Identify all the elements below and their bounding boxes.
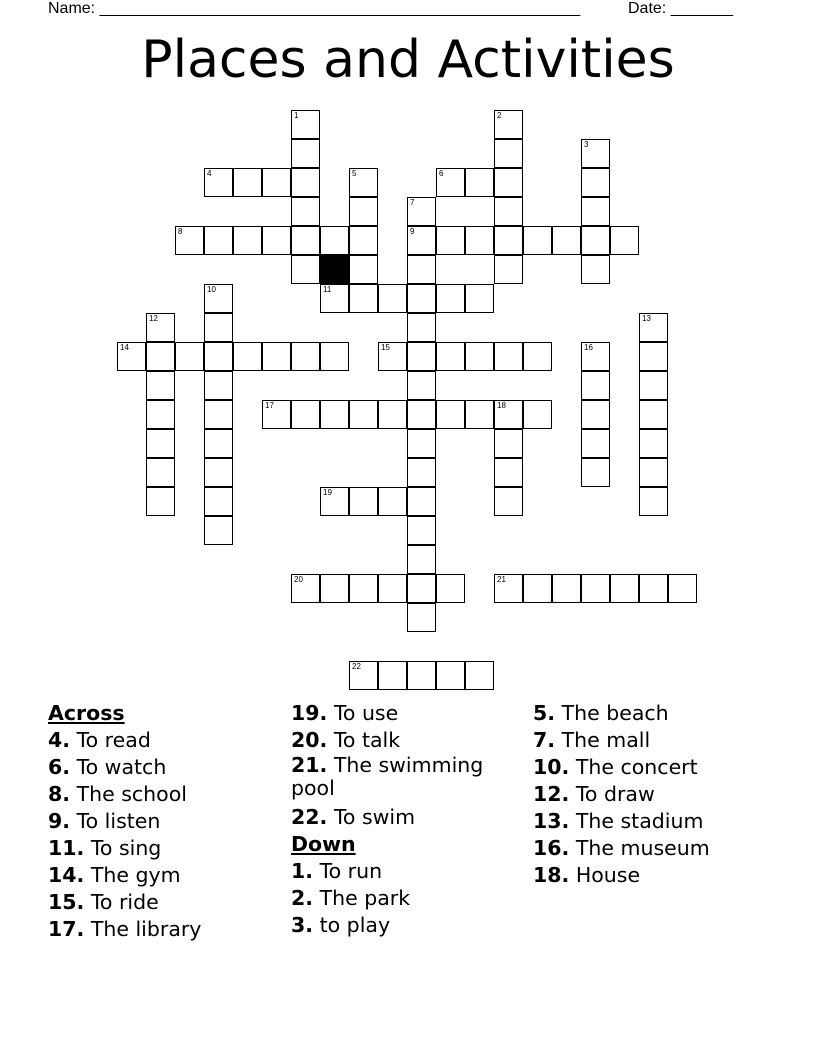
grid-cell[interactable]	[581, 255, 610, 284]
cell-number: 21	[497, 575, 506, 584]
grid-cell[interactable]	[639, 574, 668, 603]
grid-cell[interactable]	[639, 400, 668, 429]
grid-cell[interactable]	[523, 342, 552, 371]
clue-number: 10.	[533, 755, 570, 779]
down-clue-list-continued	[533, 700, 783, 889]
cell-number: 9	[410, 227, 415, 236]
clue-number: 12.	[533, 782, 570, 806]
grid-cell[interactable]	[639, 371, 668, 400]
cell-number: 13	[642, 314, 651, 323]
grid-cell[interactable]	[320, 342, 349, 371]
grid-cell[interactable]	[320, 400, 349, 429]
grid-cell[interactable]	[378, 661, 407, 690]
clue-number: 11.	[48, 836, 85, 860]
grid-cell[interactable]	[204, 429, 233, 458]
clue-item	[291, 912, 506, 939]
grid-cell[interactable]	[610, 226, 639, 255]
clue-text: The school	[70, 782, 187, 806]
grid-cell[interactable]	[610, 574, 639, 603]
grid-cell[interactable]	[349, 661, 378, 690]
grid-cell[interactable]	[204, 516, 233, 545]
grid-cell[interactable]	[581, 197, 610, 226]
clue-item	[533, 808, 783, 835]
grid-cell[interactable]	[436, 400, 465, 429]
grid-cell[interactable]	[407, 313, 436, 342]
cell-number: 3	[584, 140, 589, 149]
grid-cell[interactable]	[465, 661, 494, 690]
grid-cell[interactable]	[291, 400, 320, 429]
grid-cell[interactable]	[204, 313, 233, 342]
grid-cell[interactable]	[204, 487, 233, 516]
clue-item	[533, 835, 783, 862]
clue-text: To read	[70, 728, 151, 752]
grid-cell[interactable]	[581, 400, 610, 429]
grid-cell[interactable]	[523, 574, 552, 603]
clue-text: The library	[84, 917, 202, 941]
grid-cell[interactable]	[233, 168, 262, 197]
grid-cell[interactable]	[639, 429, 668, 458]
grid-cell[interactable]	[523, 400, 552, 429]
clue-number: 6.	[48, 755, 71, 779]
grid-cell[interactable]	[407, 400, 436, 429]
grid-cell[interactable]	[146, 487, 175, 516]
cell-number: 18	[497, 401, 506, 410]
grid-cell[interactable]	[581, 458, 610, 487]
grid-cell[interactable]	[291, 342, 320, 371]
grid-cell[interactable]	[436, 661, 465, 690]
grid-cell[interactable]	[494, 574, 523, 603]
grid-cell[interactable]	[320, 487, 349, 516]
clue-number: 5.	[533, 701, 556, 725]
cell-number: 7	[410, 198, 415, 207]
grid-cell[interactable]	[291, 255, 320, 284]
grid-cell[interactable]	[233, 342, 262, 371]
grid-cell[interactable]	[552, 574, 581, 603]
clue-number: 16.	[533, 836, 570, 860]
grid-cell[interactable]	[639, 458, 668, 487]
grid-cell[interactable]	[291, 574, 320, 603]
grid-cell[interactable]	[349, 574, 378, 603]
cell-number: 14	[120, 343, 129, 352]
grid-cell[interactable]	[204, 342, 233, 371]
clue-number: 9.	[48, 809, 71, 833]
grid-cell[interactable]	[407, 226, 436, 255]
clue-item	[48, 889, 278, 916]
cell-number: 8	[178, 227, 183, 236]
clue-text: To talk	[327, 728, 401, 752]
grid-cell[interactable]	[639, 313, 668, 342]
clue-text: To swim	[327, 805, 416, 829]
cell-number: 10	[207, 285, 216, 294]
grid-cell[interactable]	[494, 400, 523, 429]
grid-cell[interactable]	[378, 342, 407, 371]
across-clue-list-continued	[291, 700, 506, 831]
grid-cell[interactable]	[262, 400, 291, 429]
across-heading: Across	[48, 701, 125, 725]
grid-cell[interactable]	[407, 545, 436, 574]
down-heading: Down	[291, 832, 356, 856]
clue-item	[48, 727, 278, 754]
grid-cell[interactable]	[639, 487, 668, 516]
grid-cell[interactable]	[349, 168, 378, 197]
cell-number: 19	[323, 488, 332, 497]
grid-cell[interactable]	[581, 429, 610, 458]
clue-item	[48, 781, 278, 808]
cell-number: 11	[323, 285, 332, 294]
clues-column-3	[533, 700, 783, 889]
grid-cell[interactable]	[291, 168, 320, 197]
clue-text: To watch	[70, 755, 167, 779]
clue-item	[533, 781, 783, 808]
grid-cell[interactable]	[291, 226, 320, 255]
clue-text: to play	[313, 913, 391, 937]
grid-cell[interactable]	[349, 255, 378, 284]
grid-cell[interactable]	[349, 284, 378, 313]
cell-number: 6	[439, 169, 444, 178]
cell-number: 2	[497, 111, 502, 120]
clue-text: To run	[313, 859, 383, 883]
clue-number: 20.	[291, 728, 328, 752]
grid-cell[interactable]	[494, 197, 523, 226]
clue-number: 17.	[48, 917, 85, 941]
grid-cell[interactable]	[465, 342, 494, 371]
clue-text: The gym	[84, 863, 181, 887]
down-clue-list	[291, 858, 506, 939]
clue-number: 7.	[533, 728, 556, 752]
grid-cell[interactable]	[204, 400, 233, 429]
grid-cell[interactable]	[349, 400, 378, 429]
grid-cell[interactable]	[494, 429, 523, 458]
cell-number: 22	[352, 662, 361, 671]
grid-cell[interactable]	[349, 197, 378, 226]
clue-number: 19.	[291, 701, 328, 725]
grid-cell[interactable]	[204, 371, 233, 400]
clue-number: 1.	[291, 859, 314, 883]
cell-number: 1	[294, 111, 299, 120]
grid-cell[interactable]	[175, 226, 204, 255]
grid-cell[interactable]	[262, 342, 291, 371]
cell-number: 12	[149, 314, 158, 323]
grid-cell[interactable]	[378, 400, 407, 429]
grid-cell[interactable]	[407, 342, 436, 371]
grid-cell[interactable]	[494, 139, 523, 168]
clue-text: House	[569, 863, 641, 887]
grid-cell[interactable]	[407, 458, 436, 487]
page-title: Places and Activities	[141, 30, 675, 90]
clue-item	[291, 754, 506, 800]
grid-cell[interactable]	[436, 168, 465, 197]
grid-cell[interactable]	[436, 574, 465, 603]
grid-cell[interactable]	[523, 226, 552, 255]
grid-cell[interactable]	[436, 342, 465, 371]
grid-cell[interactable]	[146, 458, 175, 487]
clue-item	[533, 727, 783, 754]
name-field-label[interactable]: Name: ______________________________________________________	[48, 0, 581, 17]
grid-cell[interactable]	[494, 342, 523, 371]
grid-cell[interactable]	[407, 516, 436, 545]
grid-cell[interactable]	[146, 400, 175, 429]
grid-cell[interactable]	[407, 284, 436, 313]
cell-number: 15	[381, 343, 390, 352]
grid-cell[interactable]	[581, 226, 610, 255]
grid-cell[interactable]	[494, 458, 523, 487]
clue-text: The mall	[555, 728, 651, 752]
cell-number: 20	[294, 575, 303, 584]
grid-cell[interactable]	[494, 168, 523, 197]
grid-cell[interactable]	[465, 400, 494, 429]
grid-cell[interactable]	[378, 284, 407, 313]
clue-text: The swimming pool	[291, 753, 484, 800]
grid-cell[interactable]	[407, 487, 436, 516]
clue-item	[48, 862, 278, 889]
grid-cell[interactable]	[494, 110, 523, 139]
clue-text: The concert	[569, 755, 698, 779]
date-field-label[interactable]: Date: _______	[628, 0, 733, 17]
grid-cell[interactable]	[581, 371, 610, 400]
clue-text: The park	[313, 886, 411, 910]
grid-cell[interactable]	[436, 284, 465, 313]
grid-cell[interactable]	[407, 371, 436, 400]
grid-cell[interactable]	[581, 342, 610, 371]
clue-item	[291, 804, 506, 831]
grid-cell[interactable]	[262, 226, 291, 255]
grid-cell[interactable]	[349, 226, 378, 255]
cell-number: 17	[265, 401, 274, 410]
clue-number: 13.	[533, 809, 570, 833]
clue-item	[533, 700, 783, 727]
grid-cell[interactable]	[407, 574, 436, 603]
grid-cell[interactable]	[494, 487, 523, 516]
grid-cell[interactable]	[233, 226, 262, 255]
clue-item	[48, 916, 278, 943]
clue-number: 15.	[48, 890, 85, 914]
clue-text: To use	[327, 701, 399, 725]
clue-text: To listen	[70, 809, 161, 833]
grid-cell[interactable]	[378, 574, 407, 603]
grid-cell[interactable]	[581, 139, 610, 168]
clue-text: To draw	[569, 782, 655, 806]
grid-cell[interactable]	[407, 255, 436, 284]
clue-item	[291, 700, 506, 727]
grid-cell[interactable]	[407, 603, 436, 632]
grid-cell[interactable]	[320, 226, 349, 255]
grid-cell[interactable]	[146, 342, 175, 371]
grid-cell[interactable]	[291, 197, 320, 226]
grid-cell[interactable]	[494, 226, 523, 255]
clue-number: 22.	[291, 805, 328, 829]
grid-cell[interactable]	[291, 110, 320, 139]
clues-column-1	[48, 700, 278, 943]
clue-number: 4.	[48, 728, 71, 752]
clue-text: The museum	[569, 836, 710, 860]
grid-cell[interactable]	[291, 139, 320, 168]
clue-number: 18.	[533, 863, 570, 887]
grid-cell[interactable]	[204, 226, 233, 255]
clue-item	[533, 862, 783, 889]
grid-cell[interactable]	[552, 226, 581, 255]
grid-cell[interactable]	[146, 313, 175, 342]
grid-cell[interactable]	[320, 284, 349, 313]
clue-item	[291, 727, 506, 754]
grid-cell[interactable]	[581, 168, 610, 197]
grid-cell[interactable]	[581, 574, 610, 603]
clue-item	[48, 754, 278, 781]
clues-column-2	[291, 700, 506, 939]
grid-cell[interactable]	[262, 168, 291, 197]
cell-number: 4	[207, 169, 212, 178]
grid-cell[interactable]	[407, 429, 436, 458]
grid-cell[interactable]	[175, 342, 204, 371]
grid-cell[interactable]	[494, 255, 523, 284]
grid-cell[interactable]	[436, 226, 465, 255]
clue-item	[48, 808, 278, 835]
clue-text: To ride	[84, 890, 159, 914]
clue-number: 8.	[48, 782, 71, 806]
blocked-cell	[320, 255, 349, 284]
clue-text: To sing	[84, 836, 162, 860]
clue-item	[291, 885, 506, 912]
clue-item	[533, 754, 783, 781]
clue-item	[48, 835, 278, 862]
grid-cell[interactable]	[639, 342, 668, 371]
grid-cell[interactable]	[378, 487, 407, 516]
grid-cell[interactable]	[465, 168, 494, 197]
grid-cell[interactable]	[146, 371, 175, 400]
grid-cell[interactable]	[146, 429, 175, 458]
clue-number: 21.	[291, 753, 328, 777]
clue-number: 2.	[291, 886, 314, 910]
grid-cell[interactable]	[117, 342, 146, 371]
clue-number: 14.	[48, 863, 85, 887]
grid-cell[interactable]	[465, 284, 494, 313]
grid-cell[interactable]	[407, 197, 436, 226]
grid-cell[interactable]	[204, 458, 233, 487]
clue-text: The beach	[555, 701, 669, 725]
clue-item	[291, 858, 506, 885]
clue-number: 3.	[291, 913, 314, 937]
grid-cell[interactable]	[407, 661, 436, 690]
clue-text: The stadium	[569, 809, 704, 833]
grid-cell[interactable]	[204, 284, 233, 313]
grid-cell[interactable]	[320, 574, 349, 603]
across-clue-list	[48, 727, 278, 943]
grid-cell[interactable]	[349, 487, 378, 516]
cell-number: 16	[584, 343, 593, 352]
grid-cell[interactable]	[204, 168, 233, 197]
cell-number: 5	[352, 169, 357, 178]
grid-cell[interactable]	[465, 226, 494, 255]
grid-cell[interactable]	[668, 574, 697, 603]
